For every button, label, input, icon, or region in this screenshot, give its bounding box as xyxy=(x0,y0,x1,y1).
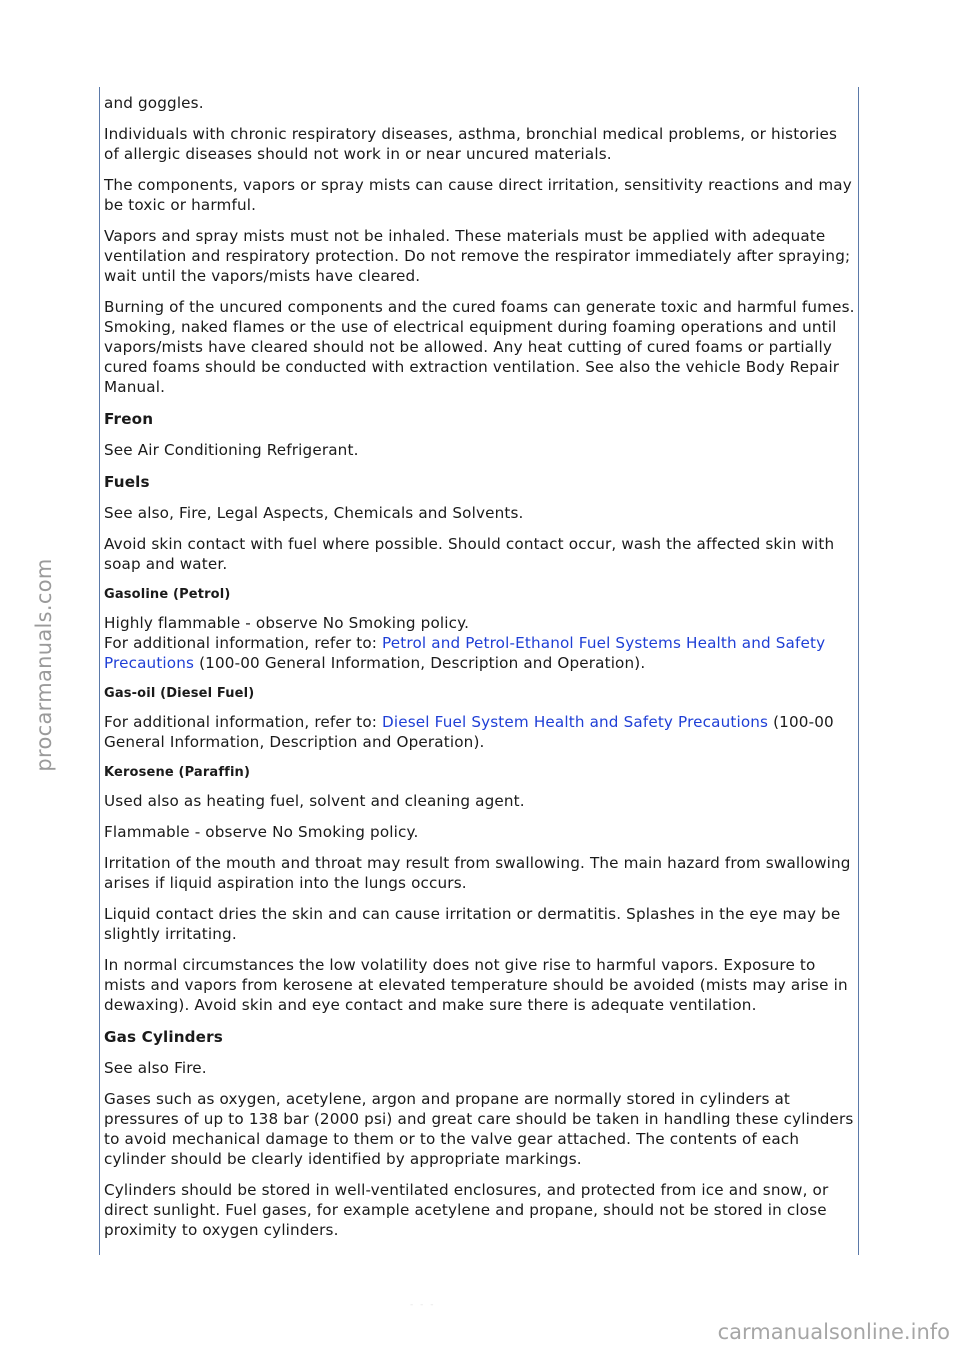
paragraph: Cylinders should be stored in well-ventilated enclosures, and protected from ice and snow, or direct sunlight. Fuel gases, for example acetylene and propane, should not be stored in close proximity to oxygen cylinders. xyxy=(104,1181,829,1239)
paragraph: Irritation of the mouth and throat may result from swallowing. The main hazard from swallowing arises if liquid aspiration into the lungs occurs. xyxy=(104,854,851,892)
bottom-watermark: carmanualsonline.info xyxy=(717,1320,950,1344)
paragraph: Flammable - observe No Smoking policy. xyxy=(104,823,419,841)
paragraph: Individuals with chronic respiratory diseases, asthma, bronchial medical problems, or histories of allergic diseases should not work in or near uncured materials. xyxy=(104,125,838,163)
paragraph: See also, Fire, Legal Aspects, Chemicals and Solvents. xyxy=(104,504,524,522)
text: For additional information, refer to: xyxy=(104,713,383,731)
page-number: - - - xyxy=(410,1300,436,1310)
paragraph: Vapors and spray mists must not be inhaled. These materials must be applied with adequate ventilation and respiratory protection. Do not remove the respirator immediately after spraying; wait until the vapors/mists have cleared. xyxy=(104,227,851,285)
paragraph-gasoline xyxy=(104,613,856,673)
page-content xyxy=(104,93,856,1251)
side-watermark: procarmanuals.com xyxy=(32,558,56,772)
heading-freon: Freon xyxy=(104,410,154,428)
paragraph: See also Fire. xyxy=(104,1059,207,1077)
text: For additional information, refer to: xyxy=(104,634,383,652)
heading-gas-cylinders: Gas Cylinders xyxy=(104,1028,223,1046)
paragraph: Gases such as oxygen, acetylene, argon and propane are normally stored in cylinders at pressures of up to 138 bar (2000 psi) and great care should be taken in handling these cylinders to avoid mechanical damage to them or to the valve gear attached. The contents of each cylinder should be clearly identified by appropriate markings. xyxy=(104,1090,854,1168)
heading-kerosene: Kerosene (Paraffin) xyxy=(104,765,251,780)
paragraph: Liquid contact dries the skin and can cause irritation or dermatitis. Splashes in the eye may be slightly irritating. xyxy=(104,905,841,943)
text: (100-00 General Information, Description and Operation). xyxy=(104,713,834,751)
paragraph: Avoid skin contact with fuel where possible. Should contact occur, wash the affected skin with soap and water. xyxy=(104,535,835,573)
paragraph: See Air Conditioning Refrigerant. xyxy=(104,441,359,459)
paragraph-gasoil xyxy=(104,712,856,752)
left-border-line xyxy=(99,87,100,1255)
paragraph: The components, vapors or spray mists can cause direct irritation, sensitivity reactions and may be toxic or harmful. xyxy=(104,176,852,214)
heading-fuels: Fuels xyxy=(104,473,150,491)
text: Highly flammable - observe No Smoking policy. xyxy=(104,614,470,632)
paragraph: Used also as heating fuel, solvent and cleaning agent. xyxy=(104,792,525,810)
heading-gasoil: Gas-oil (Diesel Fuel) xyxy=(104,686,255,701)
diesel-safety-link[interactable]: Diesel Fuel System Health and Safety Precautions xyxy=(382,713,769,731)
right-border-line xyxy=(858,87,859,1255)
paragraph: Burning of the uncured components and the cured foams can generate toxic and harmful fumes. Smoking, naked flames or the use of electrical equipment during foaming operations and until vapors/mists have cleared should not be allowed. Any heat cutting of cured foams or partially cured foams should be conducted with extraction ventilation. See also the vehicle Body Repair Manual. xyxy=(104,298,855,396)
heading-gasoline: Gasoline (Petrol) xyxy=(104,587,231,602)
petrol-safety-link[interactable]: Petrol and Petrol-Ethanol Fuel Systems Health and Safety Precautions xyxy=(104,634,826,672)
paragraph: In normal circumstances the low volatility does not give rise to harmful vapors. Exposure to mists and vapors from kerosene at elevated temperature should be avoided (mists may arise in dewaxing). Avoid skin and eye contact and make sure there is adequate ventilation. xyxy=(104,956,848,1014)
paragraph: and goggles. xyxy=(104,94,204,112)
text: (100-00 General Information, Description and Operation). xyxy=(194,654,646,672)
